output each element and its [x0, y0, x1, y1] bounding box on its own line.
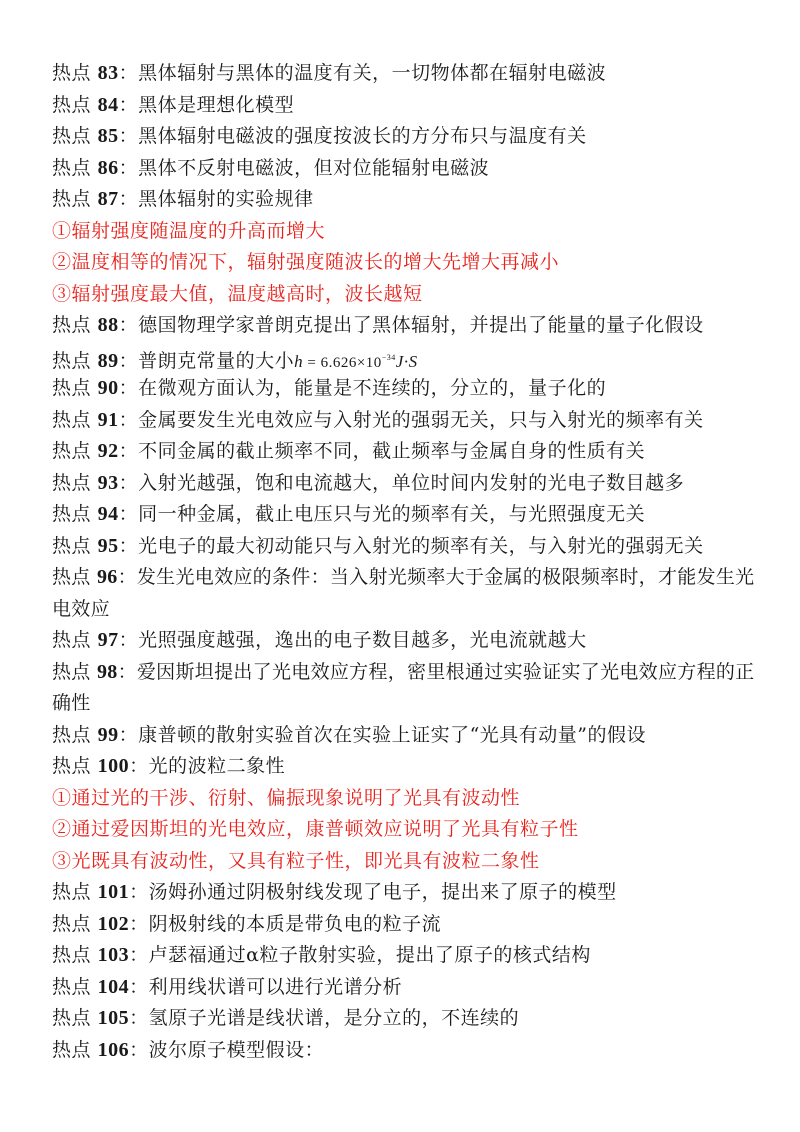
hotspot-line	[52, 720, 758, 752]
hotspot-line	[52, 310, 758, 342]
hotspot-line	[52, 1003, 758, 1035]
highlight-point: ①通过光的干涉、衍射、偏振现象说明了光具有波动性	[52, 786, 521, 809]
hotspot-prefix: 热点	[52, 629, 92, 651]
hotspot-text: 发生光电效应的条件：当入射光频率大于金属的极限频率时，才能发生光电效应	[52, 566, 755, 620]
hotspot-text: 在微观方面认为，能量是不连续的，分立的，量子化的	[138, 377, 607, 399]
hotspot-separator: ：	[118, 349, 139, 372]
hotspot-number: 93	[97, 471, 119, 494]
hotspot-line	[52, 90, 758, 122]
hotspot-prefix: 热点	[52, 944, 92, 966]
hotspot-prefix: 热点	[52, 566, 91, 588]
hotspot-line	[52, 499, 758, 531]
hotspot-text: 波尔原子模型假设：	[148, 1038, 325, 1061]
hotspot-separator: ：	[118, 314, 139, 336]
hotspot-text: 汤姆孙通过阴极射线发现了电子，提出来了原子的模型	[148, 881, 617, 903]
hotspot-separator: ：	[118, 723, 139, 746]
hotspot-prefix: 热点	[52, 349, 92, 372]
hotspot-separator: ：	[129, 944, 149, 966]
hotspot-line	[52, 972, 758, 1004]
hotspot-prefix: 热点	[52, 440, 92, 462]
hotspot-separator: ：	[129, 755, 149, 777]
hotspot-prefix: 热点	[52, 534, 92, 557]
hotspot-number: 103	[97, 944, 130, 966]
hotspot-number: 85	[97, 125, 119, 147]
hotspot-number: 88	[97, 314, 119, 336]
hotspot-prefix: 热点	[52, 660, 91, 683]
hotspot-number: 98	[96, 660, 118, 683]
hotspot-number: 94	[97, 503, 119, 525]
hotspot-prefix: 热点	[52, 1007, 92, 1029]
hotspot-text: 金属要发生光电效应与入射光的强弱无关，只与入射光的频率有关	[138, 408, 704, 431]
hotspot-text: 卢瑟福通过α粒子散射实验，提出了原子的核式结构	[148, 944, 591, 966]
hotspot-text: 光电子的最大初动能只与入射光的频率有关，与入射光的强弱无关	[138, 534, 704, 557]
hotspot-number: 105	[97, 1007, 130, 1029]
hotspot-line	[52, 909, 758, 941]
formula-unit: J·S	[395, 351, 418, 371]
formula-coefficient: 6.626×10	[320, 354, 382, 371]
hotspot-text: 普朗克常量的大小	[138, 349, 295, 372]
hotspot-prefix: 热点	[52, 912, 92, 935]
hotspot-number: 92	[97, 440, 119, 462]
hotspot-number: 106	[97, 1038, 130, 1061]
hotspot-line	[52, 436, 758, 468]
hotspot-prefix: 热点	[52, 93, 92, 116]
highlight-point: ③光既具有波动性，又具有粒子性，即光具有波粒二象性	[52, 849, 540, 872]
hotspot-line	[52, 1035, 758, 1067]
hotspot-prefix: 热点	[52, 377, 92, 399]
hotspot-line	[52, 121, 758, 153]
highlight-point: ②温度相等的情况下，辐射强度随波长的增大先增大再减小	[52, 251, 560, 273]
hotspot-prefix: 热点	[52, 1038, 92, 1061]
hotspot-number: 84	[97, 93, 119, 116]
hotspot-separator: ：	[118, 188, 139, 210]
hotspot-prefix: 热点	[52, 975, 92, 998]
highlight-point: ③辐射强度最大值，温度越高时，波长越短	[52, 282, 423, 305]
hotspot-line	[52, 751, 758, 783]
formula-equals: =	[303, 354, 321, 371]
hotspot-text: 爱因斯坦提出了光电效应方程，密里根通过实验证实了光电效应方程的正确性	[52, 660, 755, 714]
hotspot-separator: ：	[117, 660, 137, 683]
hotspot-text: 氢原子光谱是线状谱，是分立的，不连续的	[148, 1007, 520, 1029]
hotspot-number: 104	[97, 975, 130, 998]
hotspot-text: 入射光越强，饱和电流越大，单位时间内发射的光电子数目越多	[138, 471, 685, 494]
hotspot-separator: ：	[129, 912, 149, 935]
hotspot-number: 101	[97, 881, 130, 903]
hotspot-text: 光的波粒二象性	[148, 755, 286, 777]
formula-exponent: −34	[381, 352, 396, 362]
hotspot-prefix: 热点	[52, 755, 92, 777]
hotspot-separator: ：	[129, 881, 149, 903]
hotspot-separator: ：	[118, 408, 139, 431]
hotspot-number: 83	[97, 62, 119, 84]
hotspot-separator: ：	[118, 377, 139, 399]
hotspot-number: 89	[97, 349, 119, 372]
hotspot-line	[52, 153, 758, 185]
hotspot-number: 95	[97, 534, 119, 557]
hotspot-line	[52, 405, 758, 437]
hotspot-prefix: 热点	[52, 156, 92, 179]
hotspot-separator: ：	[118, 125, 139, 147]
hotspot-text: 阴极射线的本质是带负电的粒子流	[148, 912, 442, 935]
hotspot-text: 黑体辐射的实验规律	[138, 188, 314, 210]
hotspot-separator: ：	[118, 62, 139, 84]
hotspot-prefix: 热点	[52, 314, 92, 336]
hotspot-number: 96	[96, 566, 118, 588]
hotspot-number: 90	[97, 377, 119, 399]
highlight-point: ①辐射强度随温度的升高而增大	[52, 219, 326, 242]
formula-symbol: h	[294, 351, 304, 371]
hotspot-number: 87	[97, 188, 119, 210]
hotspot-line	[52, 58, 758, 90]
hotspot-separator: ：	[118, 534, 139, 557]
highlight-point: ②通过爱因斯坦的光电效应，康普顿效应说明了光具有粒子性	[52, 818, 579, 840]
hotspot-line	[52, 657, 758, 720]
hotspot-number: 99	[97, 723, 119, 746]
hotspot-prefix: 热点	[52, 62, 92, 84]
hotspot-prefix: 热点	[52, 881, 92, 903]
hotspot-line	[52, 531, 758, 563]
hotspot-prefix: 热点	[52, 723, 92, 746]
document-page	[52, 58, 758, 1066]
hotspot-text: 不同金属的截止频率不同，截止频率与金属自身的性质有关	[138, 440, 646, 462]
hotspot-text: 黑体是理想化模型	[138, 93, 295, 116]
hotspot-separator: ：	[118, 156, 139, 179]
hotspot-line	[52, 468, 758, 500]
hotspot-text: 德国物理学家普朗克提出了黑体辐射，并提出了能量的量子化假设	[138, 314, 704, 336]
hotspot-separator: ：	[118, 471, 139, 494]
hotspot-separator: ：	[129, 1007, 149, 1029]
hotspot-line	[52, 184, 758, 216]
hotspot-line	[52, 342, 758, 374]
hotspot-separator: ：	[129, 1038, 149, 1061]
hotspot-prefix: 热点	[52, 188, 92, 210]
hotspot-number: 86	[97, 156, 119, 179]
hotspot-separator: ：	[118, 629, 139, 651]
hotspot-separator: ：	[129, 975, 149, 998]
hotspot-prefix: 热点	[52, 408, 92, 431]
hotspot-prefix: 热点	[52, 503, 92, 525]
hotspot-text: 光照强度越强，逸出的电子数目越多，光电流就越大	[138, 629, 587, 651]
hotspot-text: 康普顿的散射实验首次在实验上证实了“光具有动量”的假设	[138, 723, 647, 746]
hotspot-text: 黑体辐射与黑体的温度有关，一切物体都在辐射电磁波	[138, 62, 607, 84]
hotspot-separator: ：	[117, 566, 137, 588]
planck-constant-formula	[294, 352, 418, 371]
hotspot-text: 利用线状谱可以进行光谱分析	[148, 975, 403, 998]
hotspot-line	[52, 562, 758, 625]
hotspot-prefix: 热点	[52, 125, 92, 147]
hotspot-number: 91	[97, 408, 119, 431]
hotspot-separator: ：	[118, 93, 139, 116]
hotspot-line	[52, 940, 758, 972]
hotspot-text: 黑体不反射电磁波，但对位能辐射电磁波	[138, 156, 490, 179]
hotspot-separator: ：	[118, 440, 139, 462]
hotspot-text: 同一种金属，截止电压只与光的频率有关，与光照强度无关	[138, 503, 646, 525]
hotspot-text: 黑体辐射电磁波的强度按波长的方分布只与温度有关	[138, 125, 587, 147]
hotspot-line	[52, 877, 758, 909]
hotspot-prefix: 热点	[52, 471, 92, 494]
hotspot-separator: ：	[118, 503, 139, 525]
hotspot-number: 97	[97, 629, 119, 651]
hotspot-line	[52, 625, 758, 657]
hotspot-line	[52, 373, 758, 405]
hotspot-number: 102	[97, 912, 130, 935]
hotspot-number: 100	[97, 755, 130, 777]
